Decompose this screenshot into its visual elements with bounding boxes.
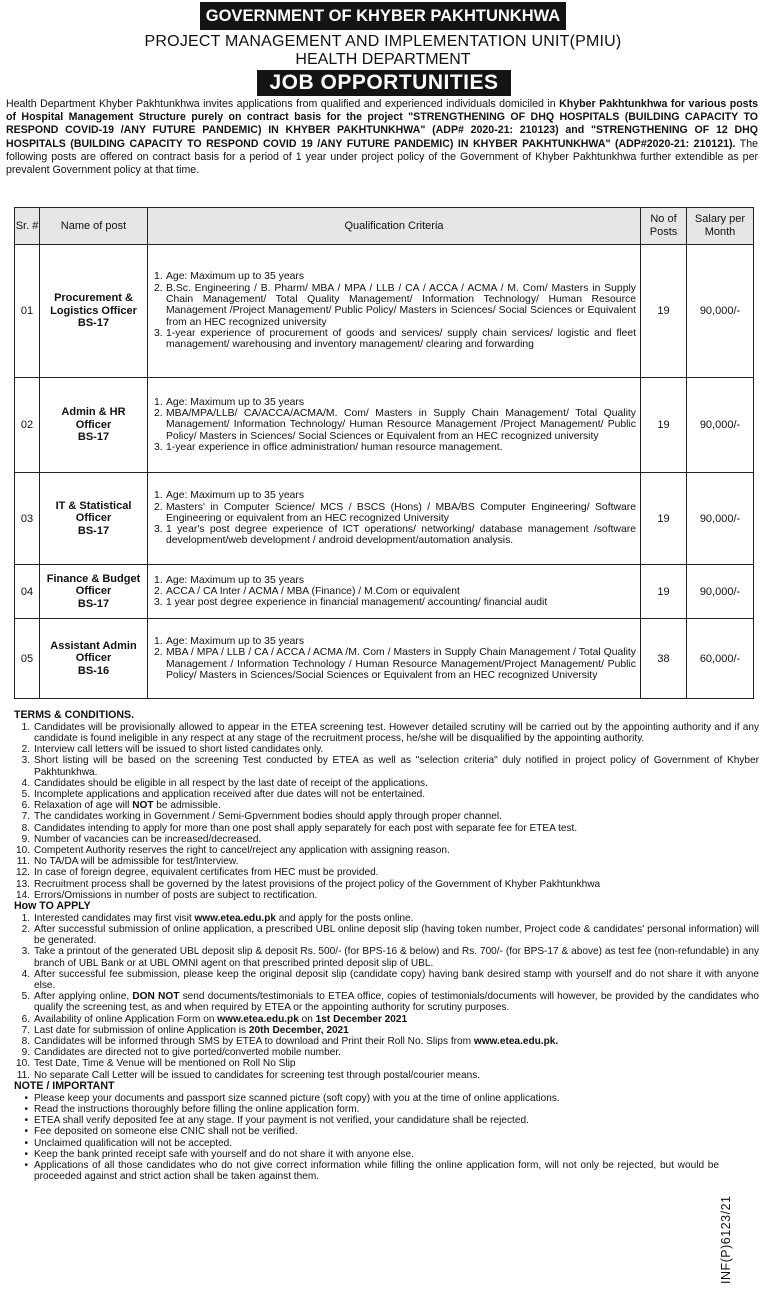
criteria-item: 1. Age: Maximum up to 35 years: [154, 490, 305, 502]
salary: 90,000/-: [687, 473, 754, 565]
post-name-cell: [40, 245, 148, 378]
post-name: Admin & HR Officer: [61, 406, 126, 431]
post-name-cell: [40, 473, 148, 565]
notes-heading: NOTE / IMPORTANT: [14, 1079, 115, 1092]
list-item: 4. Candidates should be eligible in all respect by the last date of receipt of the applications.: [21, 777, 428, 789]
post-grade: BS-16: [77, 664, 110, 677]
post-name-cell: [40, 565, 148, 619]
post-name-cell: [40, 378, 148, 473]
list-item: 7. The candidates working in Government / Semi-Gpvernment bodies should apply through proper channel.: [21, 811, 502, 823]
posts-count: 38: [641, 619, 687, 699]
header-criteria: Qualification Criteria: [148, 208, 641, 245]
list-item: 13. Recruitment process shall be governed by the latest provisions of the project policy of the Government of Khyber Pakhtunkhwa: [15, 878, 601, 890]
list-item: 3. Take a printout of the generated UBL deposit slip & deposit Rs. 500/- (for BPS-16 & below) and Rs. 700/- (for BPS-17 & above) as test fee (non-refundable) in any branch of UBL Bank or at UBL OMNI agent on that prescribed printed deposit slip of UBL.: [21, 946, 759, 969]
notes-list: [14, 1093, 759, 1183]
criteria-item: 3. 1-year experience in office administration/ human resource management.: [154, 441, 503, 453]
list-item: 1. Interested candidates may first visit www.etea.edu.pk and apply for the posts online.: [21, 912, 414, 924]
table-row: [15, 245, 754, 378]
intro-text-1: Health Department Khyber Pakhtunkhwa invites applications from qualified and experienced individuals domiciled in: [6, 98, 560, 110]
terms-list: [14, 722, 759, 901]
bullet-icon: •: [24, 1148, 28, 1160]
list-item: • Keep the bank printed receipt safe with yourself and do not share it with anyone else.: [14, 1149, 759, 1160]
bullet-icon: •: [24, 1103, 28, 1115]
list-item: 3. Short listing will be based on the screening Test conducted by ETEA as well as "selection criteria" duly notified in project policy of Government of Khyber Pakhtunkhwa.: [21, 755, 759, 778]
department-title: HEALTH DEPARTMENT: [295, 51, 471, 68]
list-item: 14. Errors/Omissions in number of posts are subject to rectification.: [15, 889, 318, 901]
availability-date: 1st December 2021: [315, 1013, 408, 1025]
list-item: 5. Incomplete applications and application received after due dates will not be entertained.: [21, 789, 426, 801]
criteria-item: 2. ACCA / CA Inter / ACMA / MBA (Finance) / M.Com or equivalent: [154, 585, 460, 597]
list-item: 1. Candidates will be provisionally allowed to appear in the ETEA screening test. However detailed scrutiny will be carried out by the appointing authority and if any candidate is found ineligible in any respect at any stage of the recruitment process, he/she will be disqualified by the appointing authority.: [21, 721, 759, 744]
etea-website-link[interactable]: www.etea.edu.pk: [194, 912, 276, 924]
post-name: Assistant Admin Officer: [50, 639, 137, 665]
list-item: 2. After successful submission of online application, a prescribed UBL online deposit slip (having token number, Project code & candidates' personal information) will be generated.: [21, 924, 759, 947]
bullet-icon: •: [24, 1115, 28, 1127]
criteria-item: 3. 1-year experience of procurement of goods and services/ supply chain services/ logistic and fleet management/ warehousing and inventory management/ clearing and forwarding: [154, 327, 636, 351]
criteria-cell: [148, 245, 641, 378]
header-posts: No of Posts: [641, 208, 687, 245]
posts-count: 19: [641, 473, 687, 565]
etea-website-link[interactable]: www.etea.edu.pk: [217, 1013, 299, 1025]
post-name: Procurement & Logistics Officer: [50, 292, 137, 317]
criteria-cell: [148, 565, 641, 619]
intro-text-2: The following posts are offered on contract basis for a period of 1 year under project policy of the Government of Khyber Pakhtunkhwa further extendible as per prevalent Government policy at that time.: [6, 137, 758, 177]
list-item: 12. In case of foreign degree, equivalent certificates from HEC must be provided.: [15, 867, 379, 879]
list-item: • Applications of all those candidates who do not give correct information while filling the online application form, will not only be rejected, but would be proceeded against and strict action shall be taken against them.: [14, 1160, 759, 1182]
table-row: [15, 473, 754, 565]
list-item: 10. Competent Authority reserves the right to cancel/reject any application with assigning reason.: [15, 845, 450, 857]
criteria-item: 2. MBA / MPA / LLB / CA / ACCA / ACMA /M. Com / Masters in Supply Chain Management / Total Quality Management / Information Technology / Human Resource Management/Project Management/ Public Policy/ Masters in Sciences/Social Sciences or Equivalent from an HEC recognized University: [154, 647, 636, 681]
list-item: 10. Test Date, Time & Venue will be mentioned on Roll No Slip: [15, 1058, 296, 1070]
reference-number: INF(P)6123/21: [719, 1195, 733, 1284]
how-to-apply-heading: How TO APPLY: [14, 900, 91, 913]
list-item: • Fee deposited on someone else CNIC shall not be verified.: [14, 1126, 759, 1137]
row-sr: 04: [15, 565, 40, 619]
intro-project-names: Khyber Pakhtunkhwa for various posts of Hospital Management Structure purely on contract basis for the project "STRENGTHENING OF DHQ HOSPITALS (BUILDING CAPACITY TO RESPOND COVID-19 /ANY FUTURE PANDEMIC) IN KHYBER PAKHTUNKHWA" (ADP# 2020-21: 210123) and "STRENGTHENING OF 12 DHQ HOSPITALS (BUILDING CAPACITY TO RESPOND COVID 19 /ANY FUTURE PANDEMIC) IN KHYBER PAKHTUNKHWA" (ADP#2020-21: 210121).: [6, 98, 758, 150]
criteria-item: 3. 1 year post degree experience in financial management/ accounting/ financial audit: [154, 597, 548, 609]
salary: 90,000/-: [687, 378, 754, 473]
bullet-icon: •: [24, 1126, 28, 1138]
criteria-cell: [148, 473, 641, 565]
government-banner: GOVERNMENT OF KHYBER PAKHTUNKHWA: [200, 2, 566, 30]
list-item: 5. After applying online, DON NOT send documents/testimonials to ETEA office, copies of testimonials/documents will however, be provided by the candidates who qualify the screening test, as and when required by ETEA or the appointing authority for scrutiny purposes.: [21, 991, 759, 1014]
list-item: 2. Interview call letters will be issued to short listed candidates only.: [21, 744, 324, 756]
list-item: 8. Candidates intending to apply for more than one post shall apply separately for each post with separate fee for ETEA test.: [21, 822, 578, 834]
terms-heading: TERMS & CONDITIONS.: [14, 709, 135, 721]
list-item: 9. Candidates are directed not to give ported/converted mobile number.: [21, 1047, 341, 1059]
how-to-apply-list: [14, 913, 759, 1081]
list-item: • ETEA shall verify deposited fee at any stage. If your payment is not verified, your candidature shall be rejected.: [14, 1115, 759, 1126]
post-grade: BS-17: [77, 597, 110, 610]
bullet-icon: •: [24, 1137, 28, 1149]
post-grade: BS-17: [77, 431, 110, 444]
last-date: 20th December, 2021: [248, 1024, 349, 1036]
table-row: [15, 378, 754, 473]
posts-table: [14, 207, 754, 699]
post-name: Finance & Budget Officer: [46, 572, 141, 598]
criteria-item: 1. Age: Maximum up to 35 years: [154, 396, 305, 408]
salary: 60,000/-: [687, 619, 754, 699]
table-row: [15, 565, 754, 619]
intro-paragraph: [6, 98, 758, 177]
header-sr: Sr. #: [15, 208, 40, 245]
list-item: 8. Candidates will be informed through SMS by ETEA to download and Print their Roll No. Slips from www.etea.edu.pk.: [21, 1036, 559, 1048]
post-name-cell: [40, 619, 148, 699]
list-item: • Read the instructions thoroughly before filling the online application form.: [14, 1104, 759, 1115]
list-item: • Please keep your documents and passport size scanned picture (soft copy) with you at the time of online applications.: [14, 1093, 759, 1104]
criteria-item: 2. Masters' in Computer Science/ MCS / BSCS (Hons) / MBA/BS Computer Engineering/ Software Engineering or equivalent from an HEC recognized University: [154, 501, 636, 524]
list-item: • Unclaimed qualification will not be accepted.: [14, 1138, 759, 1149]
list-item: 11. No TA/DA will be admissible for test/Interview.: [16, 856, 239, 868]
list-item: 9. Number of vacancies can be increased/decreased.: [21, 833, 262, 845]
terms-section: [14, 710, 759, 1182]
row-sr: 02: [15, 378, 40, 473]
salary: 90,000/-: [687, 245, 754, 378]
bullet-icon: •: [24, 1092, 28, 1104]
criteria-item: 1. Age: Maximum up to 35 years: [154, 271, 305, 283]
criteria-item: 2. MBA/MPA/LLB/ CA/ACCA/ACMA/M. Com/ Masters in Supply Chain Management/ Total Quality Management/ Information Technology/ Human Resource Management /Project Management/ Public Policy/ Masters in Sciences/ Social Sciences or Equivalent from an HEC recognized university: [154, 408, 636, 442]
etea-website-link[interactable]: www.etea.edu.pk.: [473, 1036, 559, 1048]
row-sr: 05: [15, 619, 40, 699]
list-item: 4. After successful fee submission, please keep the original deposit slip (candidate copy) having bank desired stamp with yourself and do not share it with anyone else.: [21, 968, 759, 992]
posts-count: 19: [641, 565, 687, 619]
post-name: IT & Statistical Officer: [55, 499, 132, 525]
post-grade: BS-17: [77, 317, 110, 330]
criteria-item: 2. B.Sc. Engineering / B. Pharm/ MBA / MPA / LLB / CA / ACCA / ACMA / M. Com/ Masters in Supply Chain Management/ Total Quality Management/ Information Technology/ Human Resource Management /Project Management/ Public Policy/ Masters in Sciences/ Social Sciences or Equivalent from an HEC recognized university: [154, 282, 636, 328]
table-header-row: [15, 208, 754, 245]
job-opportunities-banner: JOB OPPORTUNITIES: [257, 70, 511, 96]
unit-title: PROJECT MANAGEMENT AND IMPLEMENTATION UNIT(PMIU): [144, 33, 622, 50]
posts-count: 19: [641, 245, 687, 378]
criteria-cell: [148, 378, 641, 473]
bullet-icon: •: [24, 1159, 28, 1171]
header-salary: Salary per Month: [687, 208, 754, 245]
list-item: 7. Last date for submission of online Application is 20th December, 2021: [21, 1024, 349, 1036]
criteria-item: 3. 1 year's post degree experience of ICT operations/ networking/ database management /software development/web development / android development/automation analysis.: [154, 524, 636, 547]
row-sr: 01: [15, 245, 40, 378]
criteria-item: 1. Age: Maximum up to 35 years: [154, 574, 305, 586]
criteria-item: 1. Age: Maximum up to 35 years: [154, 635, 305, 647]
list-item: 6. Availability of online Application Form on www.etea.edu.pk on 1st December 2021: [21, 1013, 408, 1025]
table-row: [15, 619, 754, 699]
criteria-cell: [148, 619, 641, 699]
salary: 90,000/-: [687, 565, 754, 619]
list-item: 11. No separate Call Letter will be issued to candidates for screening test through postal/courier means.: [16, 1069, 481, 1081]
row-sr: 03: [15, 473, 40, 565]
post-grade: BS-17: [77, 524, 110, 537]
header-name: Name of post: [40, 208, 148, 245]
list-item: 6. Relaxation of age will NOT be admissible.: [21, 800, 221, 812]
posts-count: 19: [641, 378, 687, 473]
